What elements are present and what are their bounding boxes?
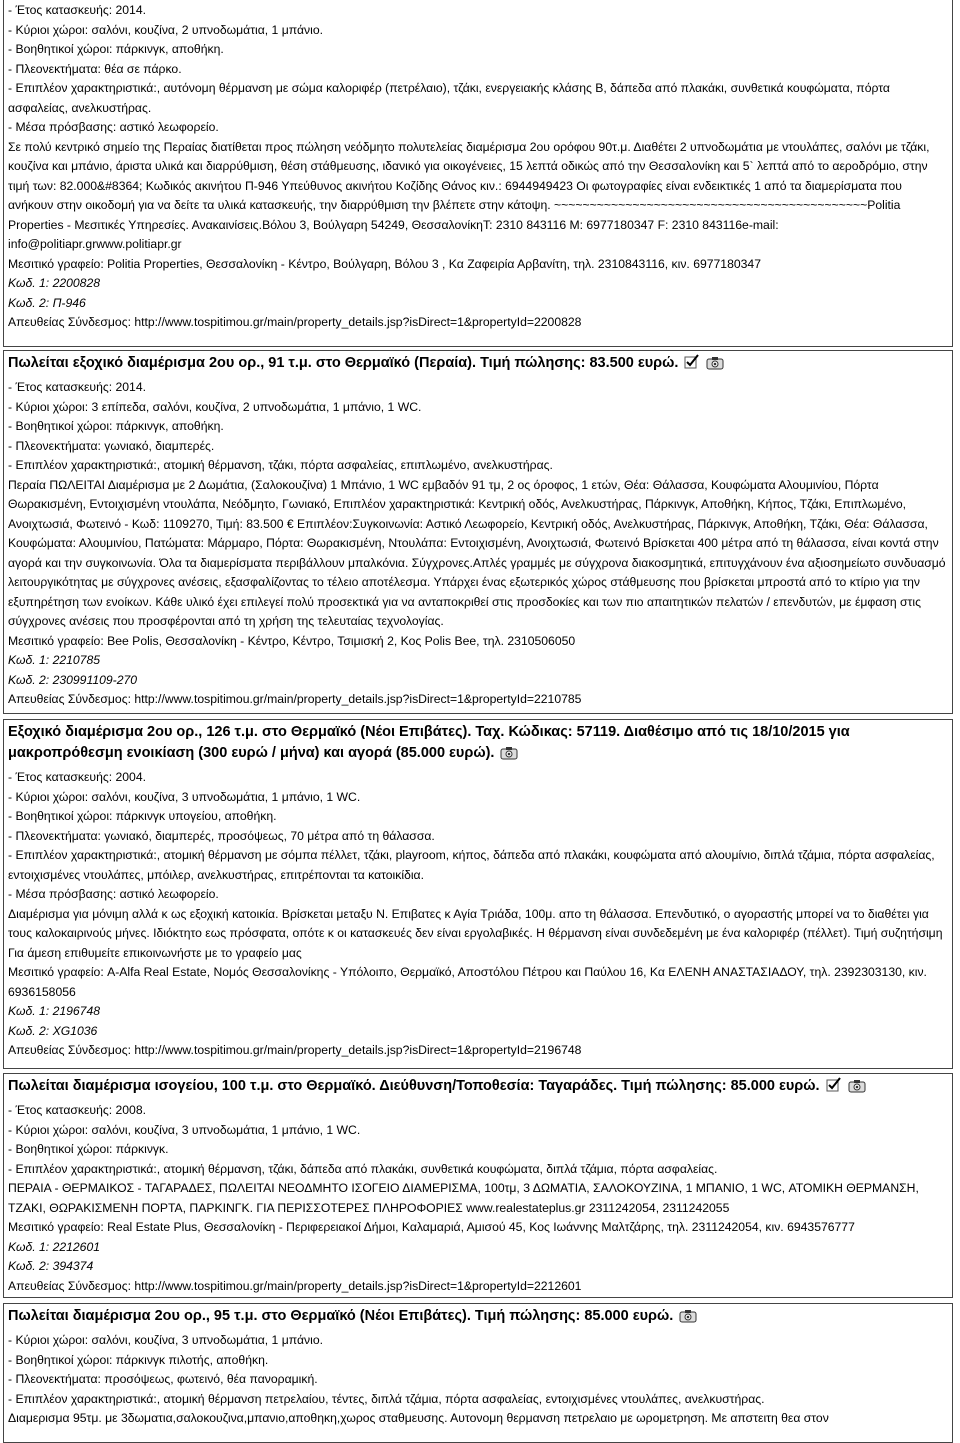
camera-icon [848, 1079, 866, 1100]
access: - Μέσα πρόσβασης: αστικό λεωφορείο. [8, 887, 219, 901]
advantages: - Πλεονεκτήματα: γωνιακό, διαμπερές, προσόψεως, 70 μέτρα από τη θάλασσα. [8, 828, 435, 843]
description: Σε πολύ κεντρικό σημείο της Περαίας διατίθεται προς πώληση νεόδμητο πολυτελείας διαμέρισμα 2ου ορόφου 90τ.μ. Διαθέτει 2 υπνοδωμάτια με ντουλάπες, σαλόνι με τζάκι, κουζίνα και μπάνιο, άριστα υλικά και διαρρύθμιση, θέση στάθμευσης, ιδανικό για οικογένειες, 15 λεπτά οδικώς από την Θεσσαλονίκη και 5` λεπτά από το αεροδρόμιο, στην τιμή των: 82.000&#8364; Κωδικός ακινήτου Π-946 Υπεύθυνος ακινήτου Κοζίδης Θάνος κιν.: 6944949423 Οι φωτογραφίες είναι ενδεικτικές 1 από τα διαμερίσματα που ανήκουν στην οικοδομή για να δείτε τα υλικά κατασκευής, την διαρρύθμιση την βλέπετε στην κάτοψη. ~~~~~~~~~~~~~~~~~~~~~~~~~~~~~~~~~~~~~~~~~~~~Politia Properties - Μεσιτικές Υπηρεσίες. Ανακαινίσεις.Βόλου 3, Βούλγαρη 54249, ΘεσσαλονίκηΤ: 2310 843116 M: 6977180347 F: 2310 843116e-mail: info@politiapr.grwww.politiapr.gr [8, 139, 930, 251]
camera-icon [706, 356, 724, 377]
agency-office: Μεσιτικό γραφείο: Bee Polis, Θεσσαλονίκη - Κέντρο, Κέντρο, Τσιμισκή 2, Κος Polis Bee, τηλ. 2310506050 [8, 633, 576, 648]
agency-office: Μεσιτικό γραφείο: Real Estate Plus, Θεσσαλονίκη - Περιφερειακοί Δήμοι, Καλαμαριά, Αμισού 45, Κος Ιωάννης Μαλτζάρης, τηλ. 2311242054, κιν. 6943576777 [8, 1220, 855, 1234]
listing-title-text[interactable]: Πωλείται διαμέρισμα 2ου ορ., 95 τ.μ. στο Θερμαϊκό (Νέοι Επιβάτες). Τιμή πώλησης: 85.000 ευρώ. [8, 1308, 674, 1324]
listing-title[interactable] [8, 722, 948, 768]
checkmark-icon [684, 354, 700, 377]
description: ΠΕΡΑΙΑ - ΘΕΡΜΑΙΚΟΣ - ΤΑΓΑΡΑΔΕΣ, ΠΩΛΕΙΤΑΙ ΝΕΟΔΜΗΤΟ ΙΣΟΓΕΙΟ ΔΙΑΜΕΡΙΣΜΑ, 100τμ, 3 ΔΩΜΑΤΙΑ, ΣΑΛΟΚΟΥΖΙΝΑ, 1 ΜΠΑΝΙΟ, 1 WC, ΑΤΟΜΙΚΗ ΘΕΡΜΑΝΣΗ, ΤΖΑΚΙ, ΘΩΡΑΚΙΣΜΕΝΗ ΠΟΡΤΑ, ΠΑΡΚΙΝΓΚ. ΓΙΑ ΠΕΡΙΣΣΟΤΕΡΕΣ ΠΛΗΡΟΦΟΡΙΕΣ www.realestateplus.gr 2311242054, 2311242055 [8, 1181, 919, 1215]
direct-link[interactable]: Απευθείας Σύνδεσμος: http://www.tospitimou.gr/main/property_details.jsp?isDirect=1&propertyId=2196748 [8, 1043, 582, 1057]
listing-card [3, 1073, 953, 1298]
year-built: - Έτος κατασκευής: 2008. [8, 1103, 146, 1117]
listing-title[interactable] [8, 1076, 948, 1101]
agency-office: Μεσιτικό γραφείο: Politia Properties, Θεσσαλονίκη - Κέντρο, Βούλγαρη, Βόλου 3 , Κα Ζαφειρία Αρβανίτη, τηλ. 2310843116, κιν. 6977180347 [8, 256, 761, 271]
code-2: Κωδ. 2: XG1036 [8, 1023, 98, 1038]
aux-rooms: - Βοηθητικοί χώροι: πάρκινγκ πιλοτής, αποθήκη. [8, 1352, 269, 1367]
description: Διαμερισμα 95τμ. με 3δωματια,σαλοκουζινα,μπανιο,αποθηκη,χωρος σταθμευσης. Αυτονομη θερμανση πετρελαιο με ωρομετρηση. Με απστειτη θεα στον [8, 1411, 829, 1425]
listing-card [3, 350, 953, 714]
code-1: Κωδ. 1: 2196748 [8, 1004, 101, 1018]
advantages: - Πλεονεκτήματα: θέα σε πάρκο. [8, 61, 182, 76]
extra-features: - Επιπλέον χαρακτηριστικά:, ατομική θέρμανση πετρελαίου, τέντες, διπλά τζάμια, πόρτα ασφαλείας, εντοιχισμένες ντουλάπες, ανελκυστήρας. [8, 1391, 765, 1406]
listing-title-text[interactable]: Πωλείται διαμέρισμα ισογείου, 100 τ.μ. στο Θερμαϊκό. Διεύθυνση/Τοποθεσία: Ταγαράδες. Τιμή πώλησης: 85.000 ευρώ. [8, 1078, 820, 1094]
main-rooms: - Κύριοι χώροι: 3 επίπεδα, σαλόνι, κουζίνα, 2 υπνοδωμάτια, 1 μπάνιο, 1 WC. [8, 399, 422, 414]
camera-icon [679, 1309, 697, 1330]
aux-rooms: - Βοηθητικοί χώροι: πάρκινγκ, αποθήκη. [8, 419, 224, 433]
code-1: Κωδ. 1: 2212601 [8, 1239, 101, 1254]
code-2: Κωδ. 2: 230991109-270 [8, 672, 138, 687]
main-rooms: - Κύριοι χώροι: σαλόνι, κουζίνα, 3 υπνοδωμάτια, 1 μπάνιο. [8, 1333, 323, 1347]
code-1: Κωδ. 1: 2210785 [8, 653, 101, 667]
listing-card [3, 1303, 953, 1443]
main-rooms: - Κύριοι χώροι: σαλόνι, κουζίνα, 2 υπνοδωμάτια, 1 μπάνιο. [8, 22, 323, 37]
listing-card [3, 0, 953, 347]
extra-features: - Επιπλέον χαρακτηριστικά:, αυτόνομη θέρμανση με σώμα καλοριφέρ (πετρέλαιο), τζάκι, ενεργειακής κλάσης Β, δάπεδα από πλακάκι, συνθετικά κουφώματα, πόρτα ασφαλείας, ανελκυστήρας. [8, 81, 890, 115]
direct-link[interactable]: Απευθείας Σύνδεσμος: http://www.tospitimou.gr/main/property_details.jsp?isDirect=1&propertyId=2200828 [8, 315, 582, 329]
extra-features: - Επιπλέον χαρακτηριστικά:, ατομική θέρμανση, τζάκι, δάπεδα από πλακάκι, συνθετικά κουφώματα, διπλά τζάμια, πόρτα ασφαλείας. [8, 1161, 718, 1176]
access: - Μέσα πρόσβασης: αστικό λεωφορείο. [8, 120, 219, 134]
description: Περαία ΠΩΛΕΙΤΑΙ Διαμέρισμα με 2 Δωμάτια, (Σαλοκουζίνα) 1 Μπάνιο, 1 WC εμβαδόν 91 τμ, 2 ος όροφος, 1 ετών, Θέα: Θάλασσα, Κουφώματα Αλουμινίου, Πόρτα Θωρακισμένη, Εντοιχισμένη ντουλάπα, Νεόδμητο, Γωνιακό, Επιπλέον χαρακτηριστικά: Κεντρική οδός, Ανελκυστήρας, Πάρκινγκ, Αποθήκη, Κήπος, Τζάκι, Επιπλωμένο, Ανοιχτωσιά, Φωτεινό - Κωδ: 1109270, Τιμή: 83.500 € Επιπλέον:Συγκοινωνία: Αστικό Λεωφορείο, Κεντρική οδός, Ανελκυστήρας, Πάρκινγκ, Αποθήκη, Τζάκι, Θέα: Θάλασσα, Κουφώματα: Αλουμινίου, Πατώματα: Μάρμαρο, Πόρτα: Θωρακισμένη, Ντουλάπα: Εντοιχισμένη, Ανοιχτωσιά, Φωτεινό Βρίσκεται 400 μέτρα από τη θάλασσα, είναι κοντά στην αγορά και την συγκοινωνία. Όλα τα διαμερίσματα περιβάλλουν μπαλκόνια. Σύγχρονες.Απλές γραμμές με σύγχρονα διακοσμητικά, επιτυγχάνουν ένα αξιοσημείωτο συνδυασμό λειτουργικότητας με σύγχρονες ανέσεις, εξασφαλίζοντας το τέλειο αποτέλεσμα. Υπάρχει ένας εξωτερικός χώρος στάθμευσης που βρίσκεται μπροστά από το κτίριο για την εξυπηρέτηση των ενοίκων. Κάθε υλικό έχει επιλεγεί πολύ προσεκτικά για να ανταποκριθεί στις προσδοκίες και των πιο απαιτητικών πελατών / επενδυτών, με έμφαση στις σύγχρονες ανέσεις που προσφέρονται από τη χρήση της τελευταίας τεχνολογίας. [8, 477, 946, 628]
direct-link[interactable]: Απευθείας Σύνδεσμος: http://www.tospitimou.gr/main/property_details.jsp?isDirect=1&propertyId=2210785 [8, 692, 582, 706]
code-2: Κωδ. 2: Π-946 [8, 295, 86, 310]
listing-title-text[interactable]: Εξοχικό διαμέρισμα 2ου ορ., 126 τ.μ. στο Θερμαϊκό (Νέοι Επιβάτες). Ταχ. Κώδικας: 57119. Διαθέσιμο από τις 18/10/2015 για μακροπρόθεσμη ενοικίαση (300 ευρώ / μήνα) και αγορά (85.000 ευρώ). [8, 724, 850, 761]
year-built: - Έτος κατασκευής: 2014. [8, 380, 146, 394]
listing-title[interactable] [8, 353, 948, 378]
aux-rooms: - Βοηθητικοί χώροι: πάρκινγκ, αποθήκη. [8, 42, 224, 56]
agency-office: Μεσιτικό γραφείο: A-Alfa Real Estate, Νομός Θεσσαλονίκης - Υπόλοιπο, Θερμαϊκό, Αποστόλου Πέτρου και Παύλου 16, Κα ΕΛΕΝΗ ΑΝΑΣΤΑΣΙΑΔΟΥ, τηλ. 2392303130, κιν. 6936158056 [8, 965, 927, 999]
listing-title-text[interactable]: Πωλείται εξοχικό διαμέρισμα 2ου ορ., 91 τ.μ. στο Θερμαϊκό (Περαία). Τιμή πώλησης: 83.500 ευρώ. [8, 355, 679, 371]
year-built: - Έτος κατασκευής: 2004. [8, 770, 146, 784]
checkmark-icon [826, 1077, 842, 1100]
listing-title[interactable] [8, 1306, 948, 1331]
main-rooms: - Κύριοι χώροι: σαλόνι, κουζίνα, 3 υπνοδωμάτια, 1 μπάνιο, 1 WC. [8, 789, 361, 804]
aux-rooms: - Βοηθητικοί χώροι: πάρκινγκ. [8, 1142, 169, 1156]
year-built: - Έτος κατασκευής: 2014. [8, 3, 146, 17]
extra-features: - Επιπλέον χαρακτηριστικά:, ατομική θέρμανση με σόμπα πέλλετ, τζάκι, playroom, κήπος, δάπεδα από πλακάκι, κουφώματα από αλουμίνιο, διπλά τζάμια, πόρτα ασφαλείας, εντοιχισμένες ντουλάπες, μπόιλερ, ανελκυστήρας, επιτρέπονται τα κατοικίδια. [8, 848, 935, 882]
extra-features: - Επιπλέον χαρακτηριστικά:, ατομική θέρμανση, τζάκι, πόρτα ασφαλείας, επιπλωμένο, ανελκυστήρας. [8, 458, 553, 472]
advantages: - Πλεονεκτήματα: προσόψεως, φωτεινό, θέα πανοραμική. [8, 1372, 318, 1386]
main-rooms: - Κύριοι χώροι: σαλόνι, κουζίνα, 3 υπνοδωμάτια, 1 μπάνιο, 1 WC. [8, 1122, 361, 1137]
aux-rooms: - Βοηθητικοί χώροι: πάρκινγκ υπογείου, αποθήκη. [8, 809, 277, 823]
code-2: Κωδ. 2: 394374 [8, 1259, 94, 1273]
listing-card [3, 719, 953, 1069]
advantages: - Πλεονεκτήματα: γωνιακό, διαμπερές. [8, 438, 215, 453]
code-1: Κωδ. 1: 2200828 [8, 276, 101, 290]
direct-link[interactable]: Απευθείας Σύνδεσμος: http://www.tospitimou.gr/main/property_details.jsp?isDirect=1&propertyId=2212601 [8, 1278, 582, 1293]
description: Διαμέρισμα για μόνιμη αλλά κ ως εξοχική κατοικία. Βρίσκεται μεταξυ Ν. Επιβατες κ Αγία Τριάδα, 100μ. απο τη θάλασσα. Επενδυτικό, ο αγοραστής μπορεί να το διαθέτει για τους καλοκαιρινούς μήνες. Ιδιόκτητο εως πρόσφατα, οπότε κ οι κατασκευές δεν είναι εργολαβικές. Η θέρμανση είναι συνδεδεμένη με ένα καλοριφέρ (πέλλετ). Τιμή συζητήσιμη Για άμεση επιθυμείτε επικοινωνήστε με το γραφείο μας [8, 906, 943, 960]
camera-icon [500, 746, 518, 767]
